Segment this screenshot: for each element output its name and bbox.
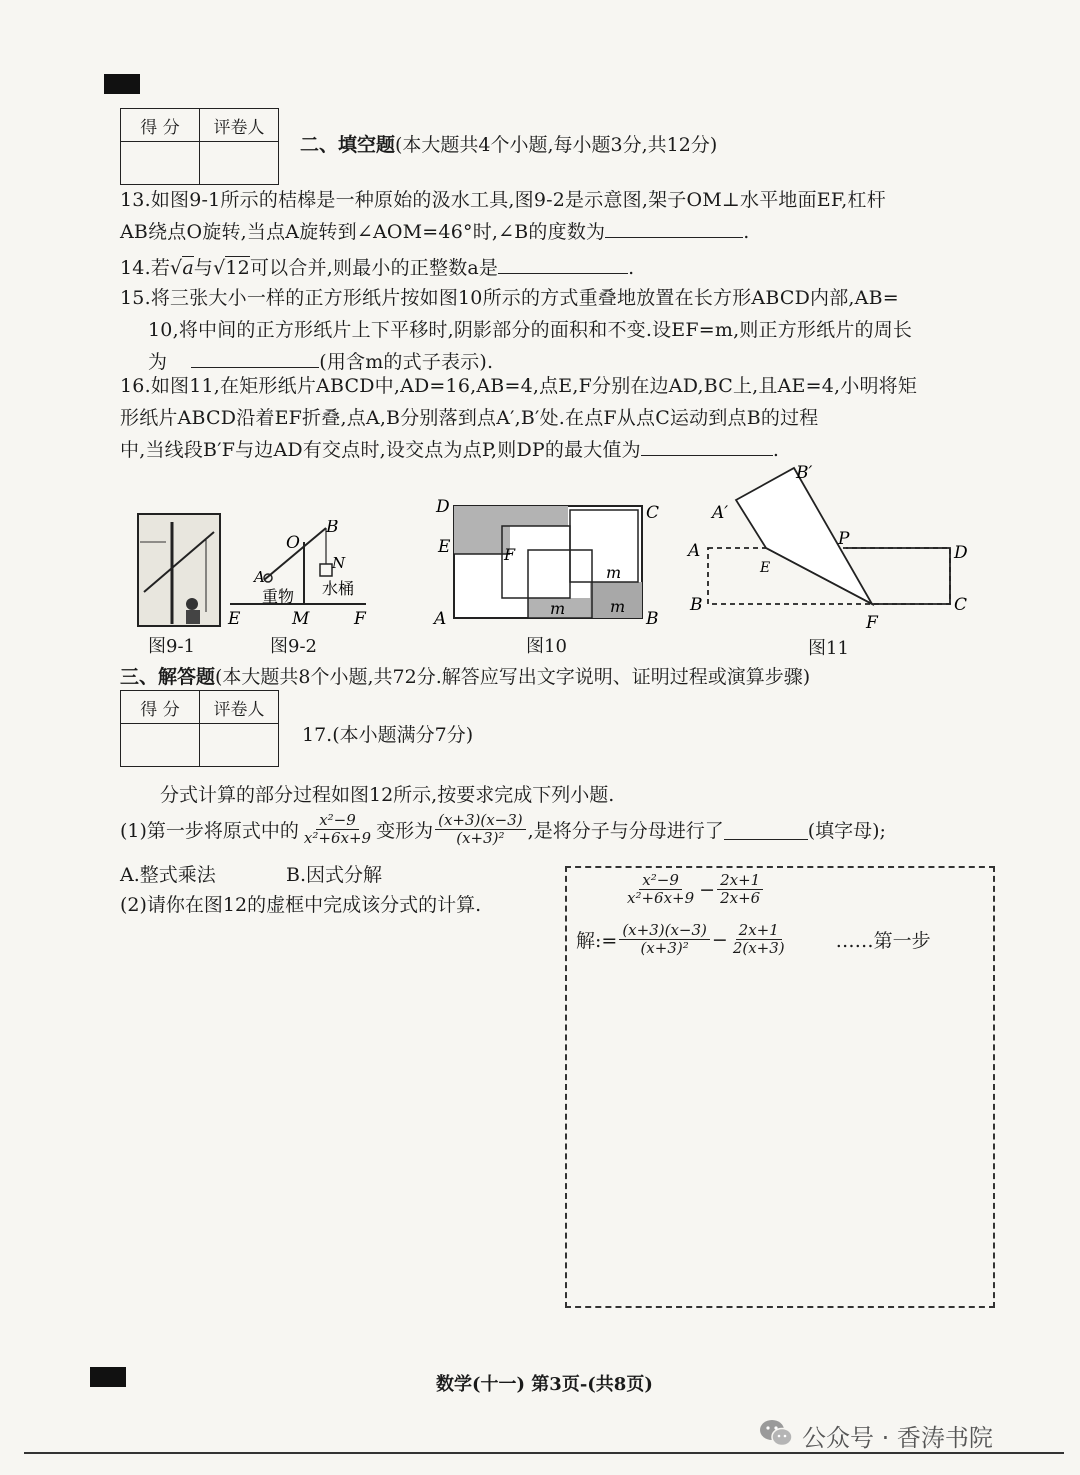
box-minus-1: − [699, 878, 716, 901]
fig10-label-F: F [504, 545, 516, 564]
fig9-1-person-body [186, 610, 200, 624]
fig11-label-E: E [760, 560, 771, 576]
fig11-label-F: F [866, 613, 878, 632]
box-step-label: ……第一步 [835, 930, 931, 952]
q17-p1-end: (填字母); [807, 820, 886, 842]
box-frac-2-den: 2x+6 [720, 889, 761, 907]
q16-line3: 中,当线段B′F与边AD有交点时,设交点为点P,则DP的最大值为 [120, 439, 641, 461]
q17-option-a: A.整式乘法 [120, 864, 216, 886]
fig10-label-D: D [436, 497, 450, 517]
fig9-2-label-bucket: 水桶 [322, 579, 355, 598]
q14-post: 可以合并,则最小的正整数a是 [249, 257, 499, 279]
q17-header: 17.(本小题满分7分) [302, 724, 474, 746]
fig11-label-B: B [690, 595, 703, 615]
q17-part1 [120, 812, 886, 847]
box-frac-1-num: x²−9 [639, 872, 682, 890]
q14-pre: 14.若 [120, 257, 171, 279]
section3-desc: (本大题共8个小题,共72分.解答应写出文字说明、证明过程或演算步骤) [215, 666, 811, 688]
question-13 [120, 184, 1000, 248]
q17-frac-a-num: x²−9 [316, 812, 359, 830]
caption-fig9-1: 图9-1 [148, 636, 195, 657]
box-frac-3-den: (x+3)² [640, 939, 689, 957]
q13-end: . [743, 221, 750, 243]
corner-mark-top [104, 74, 140, 94]
watermark-text: 公众号 · 香涛书院 [802, 1424, 993, 1452]
figure-11 [686, 460, 976, 632]
sqrt-a: √a [170, 257, 194, 279]
fig10-label-m1: m [606, 563, 622, 582]
box-frac-4-num: 2x+1 [736, 922, 782, 940]
q17-intro: 分式计算的部分过程如图12所示,按要求完成下列小题. [160, 784, 615, 806]
q14-answer-blank[interactable] [498, 253, 628, 274]
q15-line3-pre: 为 [148, 351, 168, 373]
question-16 [120, 370, 1000, 466]
q17-frac-b-den: (x+3)² [456, 829, 505, 847]
question-15 [120, 282, 1000, 378]
figure-9-1 [136, 512, 222, 628]
q17-frac-b-num: (x+3)(x−3) [435, 812, 526, 830]
wechat-icon [758, 1418, 794, 1448]
score-table-section2 [120, 108, 279, 185]
section2-desc: (本大题共4个小题,每小题3分,共12分) [395, 134, 718, 156]
box-frac-4 [730, 922, 788, 957]
q16-line1: 16.如图11,在矩形纸片ABCD中,AD=16,AB=4,点E,F分别在边AD,BC上,且AE=4,小明将矩 [120, 375, 918, 397]
fig10-label-m2: m [550, 599, 566, 618]
q13-line1: 13.如图9-1所示的桔槔是一种原始的汲水工具,图9-2是示意图,架子OM⊥水平地面EF,杠杆 [120, 189, 886, 211]
q15-line1: 15.将三张大小一样的正方形纸片按如图10所示的方式重叠地放置在长方形ABCD内部,AB= [120, 287, 899, 309]
q16-answer-blank[interactable] [641, 435, 773, 456]
fig11-label-P: P [838, 529, 850, 549]
q13-line2: AB绕点O旋转,当点A旋转到∠AOM=46°时,∠B的度数为 [120, 221, 606, 243]
box-frac-1 [624, 872, 697, 907]
fig9-2-bucket-box [320, 564, 332, 576]
q17-p1-mid: 变形为 [376, 820, 434, 842]
box-minus-2: − [711, 928, 728, 951]
caption-fig11: 图11 [808, 638, 849, 659]
fig11-label-D: D [954, 543, 968, 563]
fig11-label-A-prime: A′ [712, 503, 729, 523]
grader-cell-2[interactable] [200, 724, 279, 767]
page-footer: 数学(十一) 第3页-(共8页) [436, 1374, 653, 1395]
caption-fig10: 图10 [526, 636, 567, 657]
q17-part2: (2)请你在图12的虚框中完成该分式的计算. [120, 894, 482, 916]
fig9-2-label-B: B [326, 520, 339, 537]
q14-end: . [628, 257, 635, 279]
section3-title: 三、解答题 [120, 666, 216, 688]
fig9-2-label-F: F [354, 609, 366, 629]
grader-cell[interactable] [200, 142, 279, 185]
sqrt-12: √12 [213, 257, 250, 279]
fig10-label-E: E [438, 537, 451, 557]
q17-frac-b [435, 812, 526, 847]
q16-end: . [772, 439, 780, 461]
fig10-label-B: B [646, 609, 659, 629]
box-frac-4-den: 2(x+3) [732, 939, 785, 957]
q14-rad2: 12 [225, 257, 250, 279]
q17-option-b: B.因式分解 [286, 864, 383, 886]
fig9-2-label-N: N [332, 554, 346, 572]
figure-9-2 [226, 520, 376, 630]
box-solve-label: 解:= [576, 930, 618, 952]
box-frac-2 [717, 872, 763, 907]
fig10-label-m3: m [610, 597, 626, 616]
fig10-label-C: C [646, 503, 660, 523]
fig11-folded-part [736, 468, 872, 604]
score-cell-2[interactable] [121, 724, 200, 767]
fig10-label-A: A [434, 609, 447, 629]
q17-frac-a [301, 812, 374, 847]
box-frac-3-num: (x+3)(x−3) [619, 922, 710, 940]
score-cell[interactable] [121, 142, 200, 185]
fig9-2-label-E: E [228, 609, 241, 629]
q13-answer-blank[interactable] [605, 217, 743, 238]
score-table-section3 [120, 690, 279, 767]
score-header-2: 得 分 [121, 691, 200, 724]
fig9-2-label-M: M [292, 609, 310, 629]
box-expr-step1 [576, 922, 931, 957]
fig11-label-B-prime: B′ [796, 463, 813, 483]
grader-header-2: 评卷人 [200, 691, 279, 724]
grader-header: 评卷人 [200, 109, 279, 142]
q14-mid: 与 [193, 257, 214, 279]
q17-answer-blank[interactable] [724, 819, 808, 840]
q15-answer-blank[interactable] [191, 347, 319, 368]
section2-heading [300, 130, 717, 157]
section3-heading [120, 662, 810, 689]
box-frac-3 [619, 922, 710, 957]
caption-fig9-2: 图9-2 [270, 636, 317, 657]
score-header: 得 分 [121, 109, 200, 142]
q17-p1-post: ,是将分子与分母进行了 [527, 820, 724, 842]
fig9-2-label-weight: 重物 [262, 587, 295, 606]
q14-rad1: a [182, 257, 194, 279]
fig9-2-label-A: A [254, 568, 265, 586]
q17-frac-a-den: x²+6x+9 [303, 829, 372, 847]
question-14 [120, 252, 1000, 284]
fig11-label-A: A [688, 541, 701, 561]
fig9-1-frame [138, 514, 220, 626]
box-expr-original [622, 872, 765, 907]
q16-line2: 形纸片ABCD沿着EF折叠,点A,B分别落到点A′,B′处.在点F从点C运动到点B的过程 [120, 407, 819, 429]
corner-mark-bottom [90, 1367, 126, 1387]
q15-line3-post: (用含m的式子表示). [319, 351, 494, 373]
fig9-2-label-O: O [286, 533, 300, 553]
wechat-icon-svg [758, 1418, 794, 1448]
fig11-label-C: C [954, 595, 968, 615]
box-frac-1-den: x²+6x+9 [627, 889, 695, 907]
section2-title: 二、填空题 [300, 134, 396, 156]
fig9-1-person [186, 598, 198, 610]
q17-p1-pre: (1)第一步将原式中的 [120, 820, 299, 842]
figure-10 [430, 494, 670, 630]
q15-line2: 10,将中间的正方形纸片上下平移时,阴影部分的面积和不变.设EF=m,则正方形纸片的周长 [148, 319, 913, 341]
box-frac-2-num: 2x+1 [717, 872, 763, 890]
